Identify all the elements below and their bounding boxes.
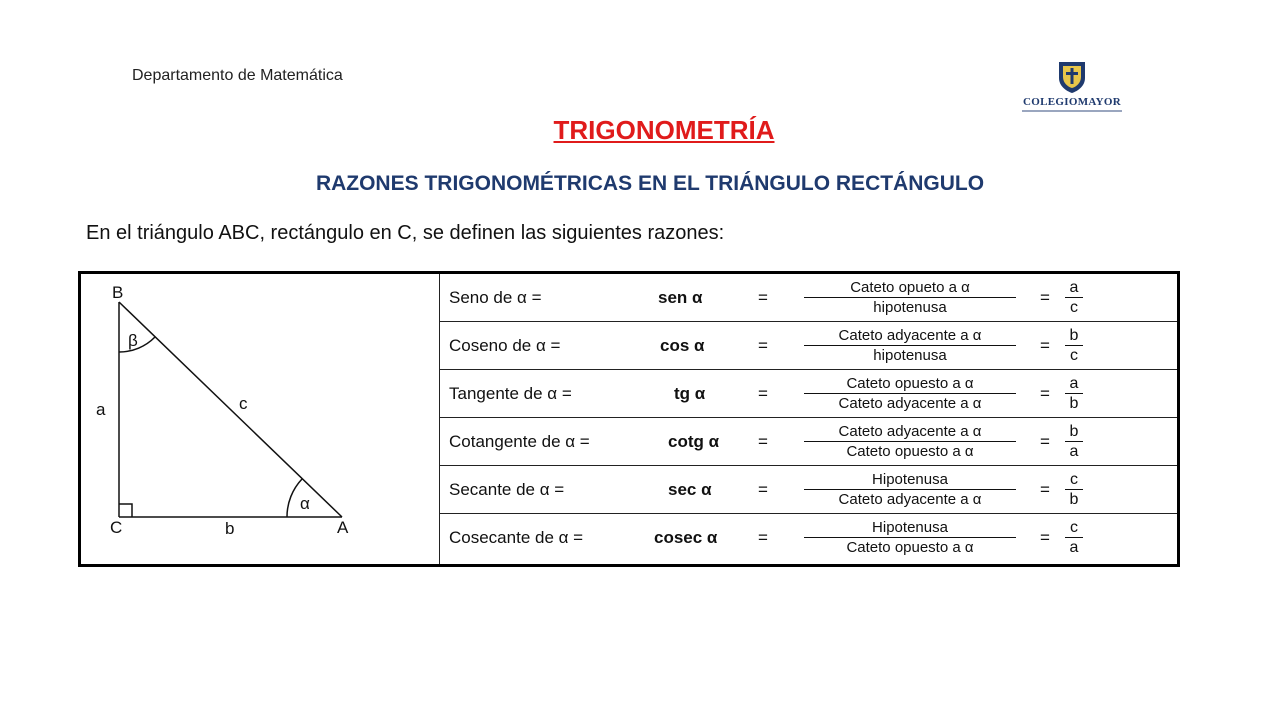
ratio-name: Seno de α = xyxy=(449,288,542,307)
side-fraction xyxy=(1065,278,1083,317)
fraction-denominator: hipotenusa xyxy=(873,347,947,364)
table-row-cosecant xyxy=(440,514,1177,564)
triangle-diagram xyxy=(81,274,439,564)
table-row-secant xyxy=(440,466,1177,514)
ratios-figure xyxy=(78,271,1180,567)
side-a-label: a xyxy=(96,400,106,419)
page-subtitle: RAZONES TRIGONOMÉTRICAS EN EL TRIÁNGULO RECTÁNGULO xyxy=(315,172,985,195)
side-fraction xyxy=(1065,470,1083,509)
ratio-fraction xyxy=(804,374,1016,413)
right-angle-mark xyxy=(119,504,132,517)
side-denominator: c xyxy=(1070,299,1078,316)
department-label: Departamento de Matemática xyxy=(132,67,343,84)
logo-underline xyxy=(1022,110,1122,112)
fraction-denominator: Cateto adyacente a α xyxy=(838,395,982,412)
ratio-fraction xyxy=(804,278,1016,317)
ratio-abbreviation: cosec α xyxy=(654,528,718,547)
ratios-table xyxy=(440,274,1177,564)
side-numerator: b xyxy=(1065,326,1083,346)
table-row-cotangent xyxy=(440,418,1177,466)
crest-icon xyxy=(1057,60,1087,94)
angle-alpha-label: α xyxy=(300,494,310,513)
side-c-label: c xyxy=(239,394,248,413)
ratio-name: Coseno de α = xyxy=(449,336,561,355)
equals-sign: = xyxy=(758,384,768,403)
ratio-fraction xyxy=(804,326,1016,365)
side-numerator: c xyxy=(1065,518,1083,538)
ratio-fraction xyxy=(804,422,1016,461)
fraction-numerator: Cateto opueto a α xyxy=(804,278,1016,298)
fraction-numerator: Hipotenusa xyxy=(804,470,1016,490)
ratio-abbreviation: cos α xyxy=(660,336,705,355)
equals-sign: = xyxy=(758,336,768,355)
side-fraction xyxy=(1065,374,1083,413)
side-numerator: a xyxy=(1065,374,1083,394)
fraction-numerator: Cateto opuesto a α xyxy=(804,374,1016,394)
ratio-fraction xyxy=(804,470,1016,509)
angle-beta-label: β xyxy=(128,331,138,350)
ratio-abbreviation: tg α xyxy=(674,384,706,403)
side-numerator: b xyxy=(1065,422,1083,442)
fraction-numerator: Cateto adyacente a α xyxy=(804,422,1016,442)
side-fraction xyxy=(1065,422,1083,461)
equals-sign: = xyxy=(1040,336,1050,355)
equals-sign: = xyxy=(758,528,768,547)
equals-sign: = xyxy=(758,432,768,451)
ratio-name: Tangente de α = xyxy=(449,384,572,403)
side-denominator: b xyxy=(1069,491,1079,508)
side-b-label: b xyxy=(225,519,235,538)
fraction-denominator: Cateto opuesto a α xyxy=(846,539,974,556)
fraction-denominator: Cateto adyacente a α xyxy=(838,491,982,508)
equals-sign: = xyxy=(1040,528,1050,547)
triangle-panel xyxy=(81,274,440,564)
equals-sign: = xyxy=(1040,480,1050,499)
table-row-sine xyxy=(440,274,1177,322)
school-logo xyxy=(1012,58,1132,114)
vertex-b-label: B xyxy=(112,283,124,302)
vertex-c-label: C xyxy=(110,518,123,537)
intro-text: En el triángulo ABC, rectángulo en C, se definen las siguientes razones: xyxy=(86,222,725,244)
fraction-numerator: Hipotenusa xyxy=(804,518,1016,538)
side-denominator: c xyxy=(1070,347,1078,364)
vertex-a-label: A xyxy=(337,518,349,537)
side-denominator: a xyxy=(1069,539,1079,556)
ratio-abbreviation: sec α xyxy=(668,480,712,499)
fraction-numerator: Cateto adyacente a α xyxy=(804,326,1016,346)
side-numerator: c xyxy=(1065,470,1083,490)
equals-sign: = xyxy=(1040,432,1050,451)
side-denominator: b xyxy=(1069,395,1079,412)
table-row-tangent xyxy=(440,370,1177,418)
ratio-name: Cosecante de α = xyxy=(449,528,584,547)
fraction-denominator: hipotenusa xyxy=(873,299,947,316)
side-numerator: a xyxy=(1065,278,1083,298)
table-row-cosine xyxy=(440,322,1177,370)
side-fraction xyxy=(1065,326,1083,365)
side-fraction xyxy=(1065,518,1083,557)
equals-sign: = xyxy=(1040,384,1050,403)
equals-sign: = xyxy=(758,288,768,307)
ratio-name: Cotangente de α = xyxy=(449,432,590,451)
equals-sign: = xyxy=(1040,288,1050,307)
ratio-fraction xyxy=(804,518,1016,557)
side-c-line xyxy=(119,302,342,517)
ratio-abbreviation: cotg α xyxy=(668,432,720,451)
logo-text: COLEGIOMAYOR xyxy=(1023,96,1121,108)
fraction-denominator: Cateto opuesto a α xyxy=(846,443,974,460)
equals-sign: = xyxy=(758,480,768,499)
page-title: TRIGONOMETRÍA xyxy=(553,115,775,145)
ratio-name: Secante de α = xyxy=(449,480,565,499)
side-denominator: a xyxy=(1069,443,1079,460)
ratio-abbreviation: sen α xyxy=(658,288,703,307)
